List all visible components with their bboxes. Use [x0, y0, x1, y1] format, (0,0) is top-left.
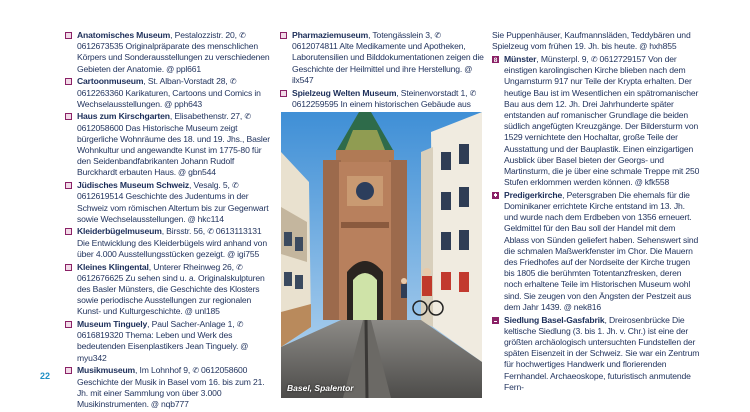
web-code-icon: @: [164, 64, 177, 74]
excavation-icon: [492, 317, 499, 324]
entry-address: , Münsterpl. 9,: [536, 53, 591, 64]
entry-phone[interactable]: 0612619514: [77, 191, 124, 202]
entry-description: Geschichte der Musik in Basel vom 16. bis zum 21. Jh. mit einer Sammlung von über 3.000 Musikinstrumenten.: [77, 376, 265, 409]
entry-description: Zu sehen sind u. a. Originalskulpturen des Basler Münsters, die Geschichte des Klosters sowie periodische Ausstellungen zur regionalen Kunst- und Kulturgeschichte.: [77, 272, 265, 317]
entry-description: Die ehemals für die Dominikaner errichtete Kirche entstand im 13. Jh. und wurde nach dem Erdbeben von 1356 erneuert. Geldmittel für den Bau soll der Handel mit dem Ablass von Sünden geliefert haben. Sehenswert sind die schmalen Maßwerkfenster im Chor. Die Mauern des Friedhofes auf der Nordseite der Kirche trugen bis 1805 die berühmten Totentanzfresken, deren noch erhaltene Teile im Historischen Museum wohl sind. Sie zeugen von den Ängsten der Pestzeit aus dem Jahr 1439.: [504, 189, 699, 312]
entry-address: , Unterer Rheinweg 26,: [148, 261, 237, 272]
entry-phone[interactable]: 0613113131: [215, 226, 262, 237]
entry-web-code[interactable]: gbn544: [188, 167, 216, 178]
entry-phone[interactable]: 0612058600: [77, 122, 124, 133]
entry-cartoonmuseum: [65, 76, 270, 110]
entry-anatomisches-museum: [65, 30, 270, 75]
phone-icon: ✆: [434, 31, 441, 40]
entry-juedisches-museum-schweiz: [65, 180, 270, 225]
entry-web-code[interactable]: hxh855: [649, 41, 677, 52]
museum-icon: [65, 113, 72, 120]
entry-phone[interactable]: 0612058600: [201, 365, 248, 376]
phone-icon: ✆: [469, 88, 477, 98]
phone-icon: ✆: [239, 31, 246, 40]
museum-icon: [65, 264, 72, 271]
right-column: [492, 30, 700, 395]
museum-icon: [65, 367, 72, 374]
entry-kleines-klingental: [65, 262, 270, 318]
entry-web-code[interactable]: ppl661: [176, 63, 202, 74]
entry-description: Die keltische Siedlung (3. bis 1. Jh. v. Chr.) ist eine der größten archäologisch untersuchten Fundstellen der späten Eisenzeit in der Schweiz. Sie war ein Zentrum für hochwertiges Handwerk und florierenden Fernhandel. Archaeoskope, futuristisch anmutende Fern-: [504, 314, 700, 392]
entry-kleiderbuegelmuseum: [65, 226, 270, 260]
entry-description: In einem historischen Gebäude aus: [340, 98, 471, 109]
web-code-icon: @: [462, 64, 473, 74]
entry-name: Predigerkirche: [504, 189, 563, 200]
entry-address: , Vesalg. 5,: [188, 180, 232, 191]
phone-icon: ✆: [236, 320, 244, 330]
museum-icon: [65, 321, 72, 328]
web-code-icon: @: [632, 178, 645, 188]
entry-description: Karikaturen, Cartoons und Comics in Wechselausstellungen.: [77, 87, 261, 109]
entry-name: Münster: [504, 53, 537, 64]
museum-icon: [65, 182, 72, 189]
middle-column: [280, 30, 486, 123]
museum-icon: [65, 32, 72, 39]
left-column: [65, 30, 270, 412]
entry-address: , Pestalozzistr. 20,: [170, 30, 240, 40]
entry-haus-zum-kirschgarten: [65, 111, 270, 178]
web-code-icon: @: [637, 42, 650, 52]
entry-address: , Petersgraben: [562, 189, 617, 200]
entry-name: Jüdisches Museum Schweiz: [77, 180, 189, 191]
phone-icon: ✆: [229, 77, 237, 87]
phone-icon: ✆: [244, 112, 251, 122]
museum-icon: [280, 32, 287, 39]
entry-description: Geschichte des Judentums in der Schweiz vom römischen Altertum bis zur Gegenwart sowie Wechselausstellungen.: [77, 191, 269, 224]
phone-icon: ✆: [590, 54, 600, 64]
web-code-icon: @: [162, 99, 175, 109]
entry-phone[interactable]: 0612259595: [292, 98, 339, 109]
photo-caption: Basel, Spalentor: [287, 383, 354, 393]
spalentor-image: [281, 112, 482, 398]
entry-description: Die Entwicklung des Kleiderbügels wird anhand von über 4.000 Ausstellungsstücken gezeigt.: [77, 237, 267, 259]
entry-description: Von der einstigen karolingischen Kirche blieben nach dem Ungarnsturm 917 nur Teile der Krypta erhalten. Der heutige Bau ist im Wesentlichen ein spätromanischer Bau aus dem 12. Jh. Drei Jahrhunderte später entstanden auf romanischer Grundlage die beiden südlich angefügten Kreuzgänge. Der Bildersturm von 1529 vernichtete den Hochaltar, große Teile der Ausstattung und der Bauplastik. Einen einzigartigen Ausblick über Basel bieten der Georgs- und Martinsturm, die je über eine schmale Treppe mit 250 Stufen erklommen werden können.: [504, 53, 700, 188]
museum-icon: [65, 228, 72, 235]
entry-phone[interactable]: 0616819320: [77, 330, 124, 341]
entry-name: Kleiderbügelmuseum: [77, 226, 162, 237]
entry-name: Haus zum Kirschgarten: [77, 111, 170, 122]
entry-web-code[interactable]: kfk558: [644, 177, 670, 188]
entry-description: Sie Puppenhäuser, Kaufmannsläden, Teddybären und Spielzeug vom frühen 19. Jh. bis heute.: [492, 30, 691, 52]
entry-continuation-0: [492, 30, 700, 52]
entry-name: Siedlung Basel-Gasfabrik: [504, 314, 605, 325]
entry-address: , St. Alban-Vorstadt 28,: [143, 76, 230, 87]
entry-phone[interactable]: 0612676625: [77, 272, 124, 283]
phone-icon: ✆: [192, 366, 202, 376]
entry-name: Spielzeug Welten Museum: [292, 87, 397, 98]
entry-address: , Elisabethenstr. 27,: [169, 111, 245, 122]
entry-phone[interactable]: 0612263360: [77, 87, 124, 98]
web-code-icon: @: [175, 168, 189, 178]
entry-address: , Birsstr. 56,: [161, 226, 208, 237]
church-icon: [492, 192, 499, 199]
entry-pharmaziemuseum: [280, 30, 486, 86]
entry-description: Das Historische Museum zeigt bürgerliche Wohnräume des 18. und 19. Jhs., Basler Wohnkultur und angewandte Kunst im 1775-80 für den Seidenbandfabrikanten Johann Rudolf Burckhardt erbauten Haus.: [77, 122, 270, 178]
entry-phone[interactable]: 0612729157: [599, 53, 646, 64]
map-number-icon: 8: [493, 56, 498, 64]
web-code-icon: @: [148, 400, 161, 409]
entry-phone[interactable]: 0612673535: [77, 41, 124, 52]
phone-icon: ✆: [231, 181, 239, 191]
web-code-icon: @: [185, 214, 198, 224]
entry-phone[interactable]: 0612074811: [292, 41, 338, 52]
entry-museum-tinguely: [65, 319, 270, 364]
entry-web-code[interactable]: nek816: [573, 301, 602, 312]
entry-web-code[interactable]: hkc114: [197, 213, 224, 224]
entry-description: Originalpräparate des menschlichen Körpers und Sonderausstellungen zu verschiedenen Gebieten der Anatomie.: [77, 41, 270, 74]
entry-siedlung-basel-gasfabrik: [492, 315, 700, 393]
spalentor-photo: [281, 112, 482, 398]
entry-address: , Steinenvorstadt 1,: [396, 87, 470, 98]
entry-name: Cartoonmuseum: [77, 76, 144, 87]
web-code-icon: @: [182, 307, 195, 317]
phone-icon: ✆: [236, 262, 243, 272]
entry-description: Alte Medikamente und Apotheken, Laborutensilien und Bilddokumentationen zeigen die Geschichte der Heilmittel und ihre Herstellung.: [292, 41, 484, 74]
entry-description: Thema: Leben und Werk des bedeutenden Eisenplastikers Jean Tinguely.: [77, 330, 239, 352]
entry-name: Anatomisches Museum: [77, 30, 171, 40]
entry-name: Musikmuseum: [77, 365, 136, 376]
entry-web-code[interactable]: unl185: [194, 306, 220, 317]
entry-web-code[interactable]: ilx547: [292, 74, 314, 85]
phone-icon: ✆: [207, 227, 216, 237]
entry-name: Pharmaziemuseum: [292, 30, 369, 40]
entry-web-code[interactable]: nqb777: [160, 399, 189, 409]
entry-name: Kleines Klingental: [77, 261, 149, 272]
entry-muenster: [492, 54, 700, 188]
entry-address: , Paul Sacher-Anlage 1,: [147, 319, 237, 330]
entry-predigerkirche: [492, 190, 700, 313]
web-code-icon: @: [225, 249, 238, 259]
entry-web-code[interactable]: myu342: [77, 352, 107, 363]
web-code-icon: @: [238, 342, 249, 352]
entry-web-code[interactable]: igi755: [237, 248, 260, 259]
page-number: 22: [40, 371, 51, 381]
museum-icon: [65, 78, 72, 85]
web-code-icon: @: [561, 302, 574, 312]
entry-web-code[interactable]: pph643: [174, 98, 202, 109]
entry-address: , Totengässlein 3,: [368, 30, 435, 40]
entry-address: , Dreirosenbrücke: [604, 314, 670, 325]
entry-musikmuseum: [65, 365, 270, 410]
entry-name: Museum Tinguely: [77, 319, 148, 330]
entry-address: , Im Lohnhof 9,: [135, 365, 193, 376]
museum-icon: [280, 90, 287, 97]
